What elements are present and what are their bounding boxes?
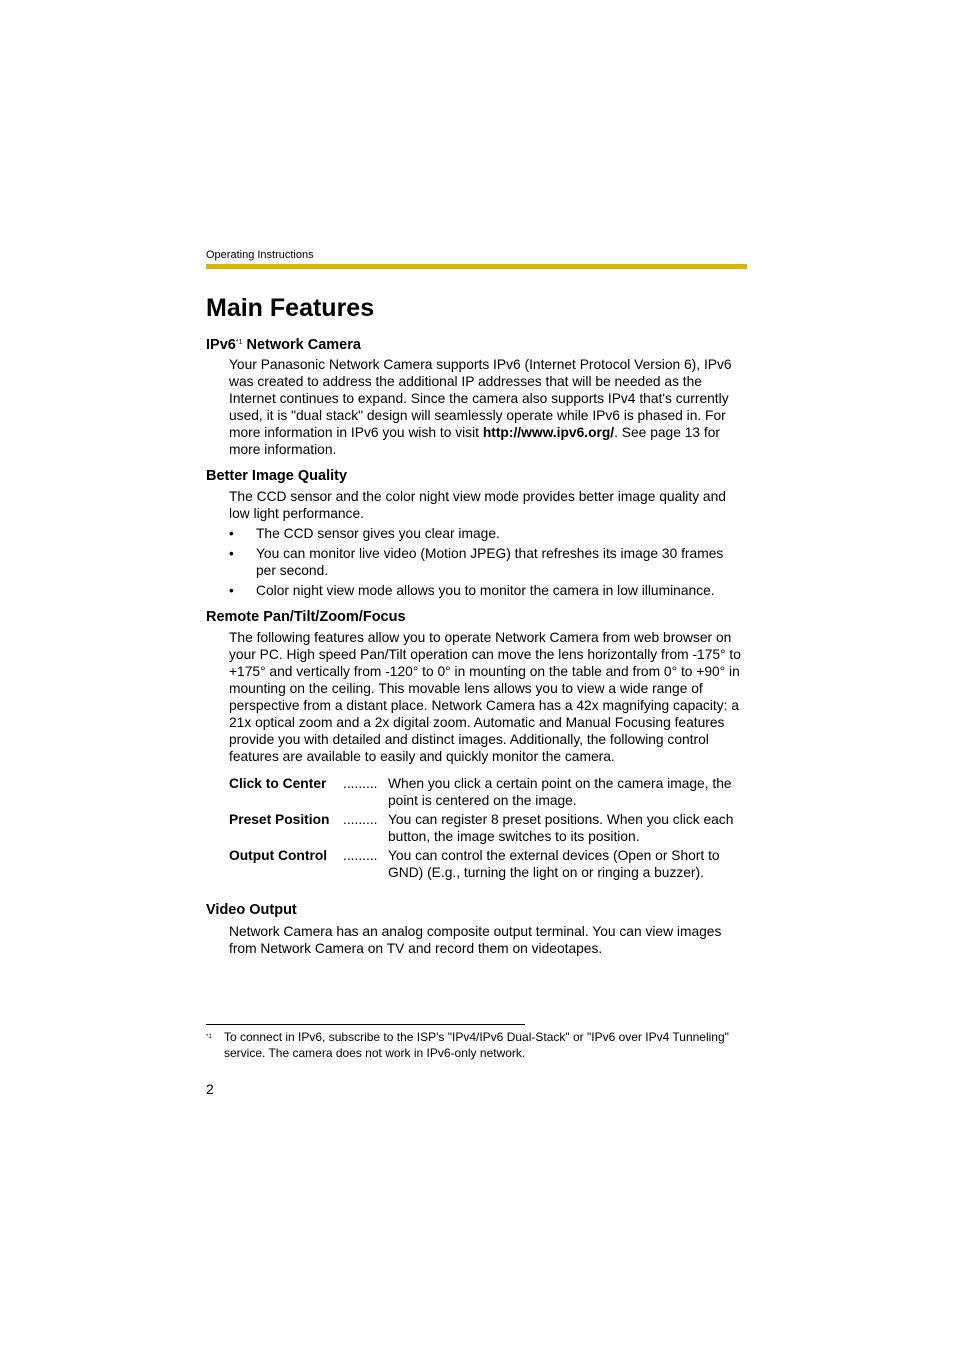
ipv6-heading-main: IPv6: [206, 337, 236, 353]
feature-list: [229, 775, 747, 883]
feature-description: You can register 8 preset positions. When you click each button, the image switches to its position.: [388, 812, 734, 844]
footnote-mark: *1: [206, 1034, 212, 1040]
footnote-ref: *1: [235, 339, 243, 346]
ipv6-text-end: . See page 13 for more information.: [229, 425, 720, 457]
footnote-text: To connect in IPv6, subscribe to the ISP's "IPv4/IPv6 Dual-Stack" or "IPv6 over IPv4 Tunneling" service. The camera does not work in IPv6-only network.: [224, 1030, 729, 1060]
page-title: Main Features: [206, 294, 375, 322]
bullet-text: You can monitor live video (Motion JPEG) that refreshes its image 30 frames per second.: [256, 546, 724, 578]
bullet-text: The CCD sensor gives you clear image.: [256, 526, 500, 541]
page-number: 2: [206, 1081, 214, 1097]
ipv6-heading-rest: Network Camera: [242, 337, 361, 353]
feature-term: Preset Position: [229, 812, 330, 827]
list-item: [229, 545, 747, 579]
feature-row: [229, 847, 747, 881]
feature-row: [229, 775, 747, 809]
feature-term: Output Control: [229, 848, 328, 863]
ipv6-link[interactable]: http://www.ipv6.org/: [482, 425, 615, 440]
pan-tilt-heading: Remote Pan/Tilt/Zoom/Focus: [206, 609, 406, 625]
bullet-text: Color night view mode allows you to monitor the camera in low illuminance.: [256, 583, 715, 598]
bullet-glyph: •: [229, 526, 234, 541]
list-item: [229, 582, 747, 599]
ipv6-text: Your Panasonic Network Camera supports IPv6 (Internet Protocol Version 6), IPv6 was created to address the additional IP addresses that will be needed as the Internet continues to expand. Since the camera also supports IPv4 that's currently used, it is "dual stack" design will seamlessly operate while IPv6 is phased in. For more information in IPv6 you wish to visit: [229, 357, 732, 440]
footnote-rule: [206, 1024, 525, 1025]
leader-dots: .........: [343, 848, 378, 863]
running-header: Operating Instructions: [206, 249, 314, 261]
leader-dots: .........: [343, 776, 378, 791]
bullet-glyph: •: [229, 546, 234, 561]
feature-row: [229, 811, 747, 845]
feature-description: When you click a certain point on the camera image, the point is centered on the image.: [388, 776, 732, 808]
ipv6-heading: [206, 334, 361, 354]
feature-description: You can control the external devices (Open or Short to GND) (E.g., turning the light on or ringing a buzzer).: [388, 848, 720, 880]
pan-tilt-paragraph: The following features allow you to operate Network Camera from web browser on your PC. High speed Pan/Tilt operation can move the lens horizontally from -175° to +175° and vertically from -120° to 0° in mounting on the table and from 0° to +90° in mounting on the ceiling. This movable lens allows you to view a wide range of perspective from a distant place. Network Camera has a 42x magnifying capacity: a 21x optical zoom and a 2x digital zoom. Automatic and Manual Focusing features provide you with detailed and distinct images. Additionally, the following control features are available to easily and quickly monitor the camera.: [229, 630, 741, 764]
image-quality-bullets: [229, 525, 747, 602]
bullet-glyph: •: [229, 583, 234, 598]
video-output-heading: Video Output: [206, 902, 297, 918]
footnote: [206, 1029, 747, 1061]
leader-dots: .........: [343, 812, 378, 827]
ipv6-paragraph: [229, 356, 747, 458]
feature-term: Click to Center: [229, 776, 327, 791]
header-rule: [206, 264, 747, 269]
image-quality-paragraph: The CCD sensor and the color night view mode provides better image quality and low light performance.: [229, 489, 726, 521]
image-quality-heading: Better Image Quality: [206, 468, 348, 484]
video-output-paragraph: Network Camera has an analog composite output terminal. You can view images from Network Camera on TV and record them on videotapes.: [229, 924, 722, 956]
list-item: [229, 525, 747, 542]
